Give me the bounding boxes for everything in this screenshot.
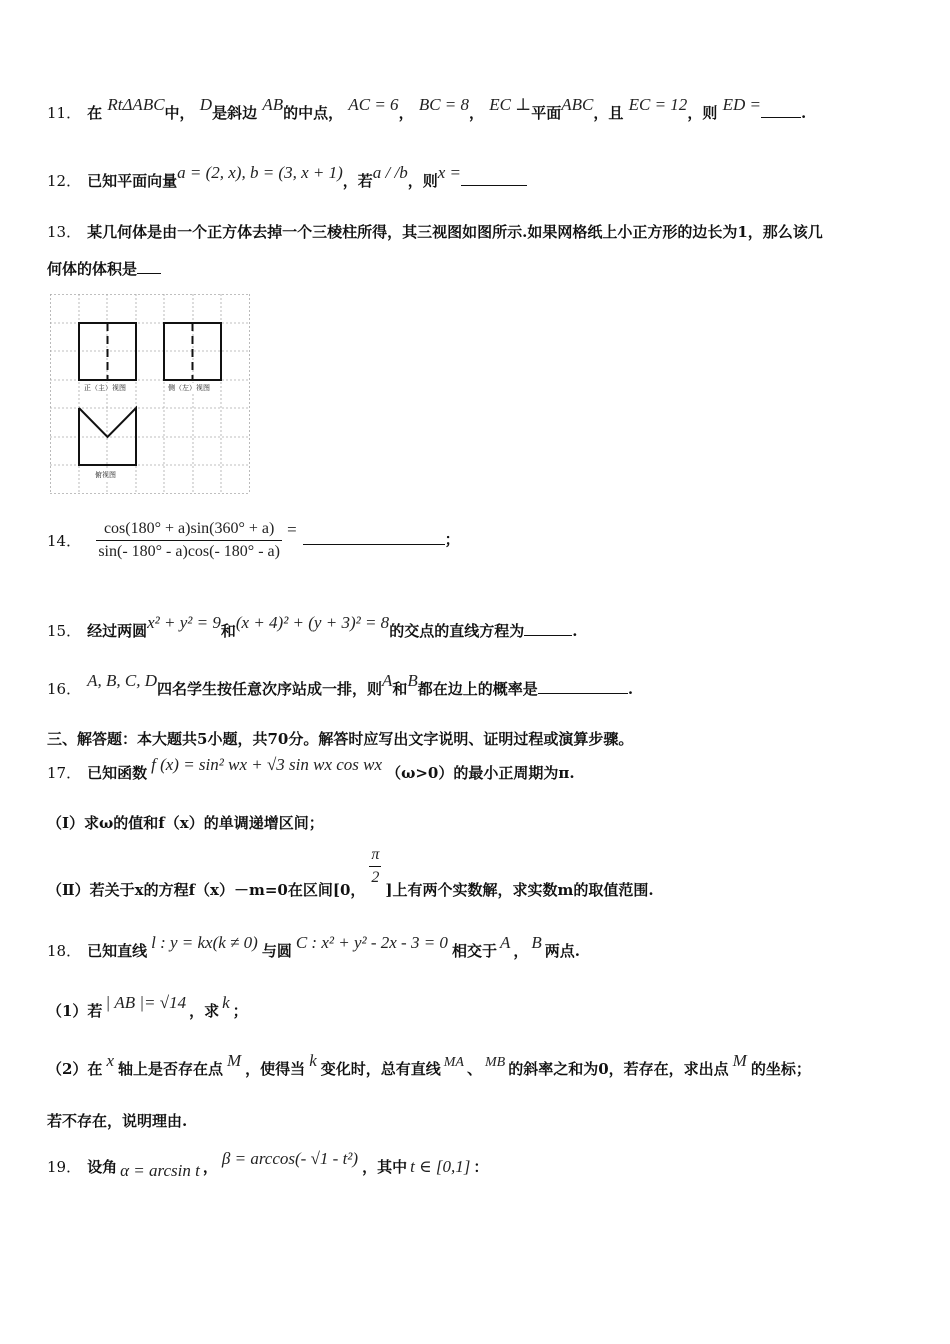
text: 与圆 (261, 942, 292, 960)
math: B (531, 933, 542, 952)
text: ，使得当 (245, 1060, 306, 1078)
answer-blank (137, 261, 161, 274)
question-17 (47, 755, 910, 783)
section-3-heading: 三、解答题：本大题共5小题，共70分。解答时应写出文字说明、证明过程或演算步骤。 (47, 730, 634, 748)
text: ，若 (342, 172, 373, 190)
text: 的中点， (283, 104, 344, 122)
text: ， (469, 104, 485, 122)
text: 变化时，总有直线 (320, 1060, 441, 1078)
text: . (572, 622, 578, 640)
math: AB (262, 95, 284, 114)
question-19 (47, 1149, 910, 1180)
text: 平面 (531, 104, 562, 122)
question-number: 17． (47, 764, 82, 782)
top-view (79, 408, 136, 465)
numerator: cos(180° + a)sin(360° + a) (103, 520, 275, 537)
text: ，求 (189, 1002, 220, 1020)
grid-svg (50, 294, 250, 494)
question-number: 13． (47, 223, 82, 241)
math: x (106, 1051, 114, 1070)
text: ，且 (593, 104, 624, 122)
question-number: 16． (47, 680, 82, 698)
math: A (499, 933, 511, 952)
text: 相交于 (451, 942, 497, 960)
math: (x + 4)² + (y + 3)² = 8 (235, 613, 390, 632)
math: A (382, 671, 393, 690)
text: ， (513, 942, 529, 960)
text: 的交点的直线方程为 (389, 622, 525, 640)
text: 经过两圆 (87, 622, 148, 640)
math: MA (443, 1055, 464, 1070)
text: 是斜边 (212, 104, 258, 122)
question-number: 18． (47, 942, 82, 960)
math: β = arccos(- √1 - t²) (221, 1149, 359, 1168)
question-15 (47, 613, 910, 641)
top-view-label: 俯视图 (95, 471, 116, 479)
text: 四名学生按任意次序站成一排，则 (156, 680, 382, 698)
question-18-part1 (47, 993, 910, 1021)
text: ， (398, 104, 414, 122)
question-11 (47, 95, 910, 123)
math: x² + y² = 9 (147, 613, 221, 632)
answer-blank (303, 532, 445, 545)
question-number: 19． (47, 1158, 82, 1176)
math: f (x) = sin² wx + √3 sin wx cos wx (151, 755, 383, 774)
text: ，其中 (362, 1158, 408, 1176)
math: ABC (561, 95, 594, 114)
text: 的斜率之和为0，若存在，求出点 (508, 1060, 729, 1078)
text: ； (232, 1002, 248, 1020)
math: BC = 8 (418, 95, 470, 114)
math: EC ⊥ (489, 95, 532, 114)
question-number: 12． (47, 172, 82, 190)
question-12 (47, 163, 910, 191)
question-17-part2 (47, 846, 910, 899)
front-view-label: 正（主）视图 (84, 384, 126, 392)
text: 在 (87, 104, 103, 122)
equals: = (285, 519, 298, 539)
text: 某几何体是由一个正方体去掉一个三棱柱所得，其三视图如图所示.如果网格纸上小正方形的边长为1，那么该几 (87, 223, 823, 241)
three-view-figure (50, 294, 250, 494)
text: ， (202, 1158, 218, 1176)
text: 和 (392, 680, 408, 698)
math: ED = (722, 95, 761, 114)
text: （2）在 (47, 1060, 103, 1078)
question-number: 14． (47, 532, 82, 550)
text: （Ⅱ）若关于x的方程f（x）－m=0在区间[0， (47, 880, 366, 899)
text: 中， (164, 104, 195, 122)
text: ，则 (407, 172, 438, 190)
math: x = (437, 163, 462, 182)
math: MB (484, 1055, 506, 1070)
answer-blank (461, 173, 527, 186)
side-view (164, 323, 221, 380)
question-18 (47, 933, 910, 961)
text: 都在边上的概率是 (417, 680, 538, 698)
text: （1）若 (47, 1002, 103, 1020)
side-view-label: 侧（左）视图 (168, 384, 210, 392)
math: a = (2, x), b = (3, x + 1) (177, 163, 343, 182)
question-18-part3: 若不存在，说明理由. (47, 1112, 188, 1130)
math: EC = 12 (628, 95, 688, 114)
text: . (800, 104, 807, 122)
question-13 (47, 221, 910, 242)
math: RtΔABC (107, 95, 165, 114)
math: k (222, 993, 230, 1012)
question-14 (47, 520, 910, 561)
math: AC = 6 (348, 95, 399, 114)
math: M (227, 1051, 242, 1070)
text: ； (444, 530, 460, 549)
fraction (96, 520, 282, 561)
question-number: 15． (47, 622, 82, 640)
math: C : x² + y² - 2x - 3 = 0 (295, 933, 448, 952)
text: ： (473, 1158, 489, 1176)
text: ]上有两个实数解，求实数m的取值范围. (385, 880, 654, 899)
question-13-line2 (47, 258, 910, 279)
math: a / /b (372, 163, 408, 182)
math: D (199, 95, 213, 114)
math: l : y = kx(k ≠ 0) (151, 933, 258, 952)
question-16 (47, 671, 910, 699)
math: t ∈ [0,1] (410, 1157, 471, 1176)
answer-blank (538, 681, 628, 694)
front-view (79, 323, 136, 380)
text: . (627, 680, 634, 698)
text: 和 (220, 622, 236, 640)
text: 两点. (544, 942, 580, 960)
text: 已知函数 (87, 764, 148, 782)
math: M (732, 1051, 747, 1070)
denominator: 2 (369, 866, 381, 887)
text: 轴上是否存在点 (117, 1060, 223, 1078)
text: 何体的体积是 (47, 260, 138, 278)
question-number: 11． (47, 104, 82, 122)
answer-blank (761, 105, 801, 118)
text: （ω>0）的最小正周期为π. (386, 764, 575, 782)
text: 、 (466, 1060, 482, 1078)
math: | AB |= √14 (105, 993, 187, 1012)
text: 的坐标； (750, 1060, 811, 1078)
text: ，则 (687, 104, 718, 122)
denominator: sin(- 180° - a)cos(- 180° - a) (96, 540, 282, 561)
math: A, B, C, D (87, 671, 157, 690)
math: k (309, 1051, 317, 1070)
text: 设角 (87, 1158, 118, 1176)
question-17-part1: （Ⅰ）求ω的值和f（x）的单调递增区间； (47, 814, 324, 832)
text: 已知直线 (87, 942, 148, 960)
answer-blank (524, 623, 572, 636)
fraction-pi-over-2 (369, 846, 381, 887)
text: 已知平面向量 (87, 172, 178, 190)
math: α = arcsin t (120, 1161, 200, 1180)
math: B (407, 671, 418, 690)
question-18-part2 (47, 1051, 910, 1079)
numerator: π (371, 846, 380, 863)
